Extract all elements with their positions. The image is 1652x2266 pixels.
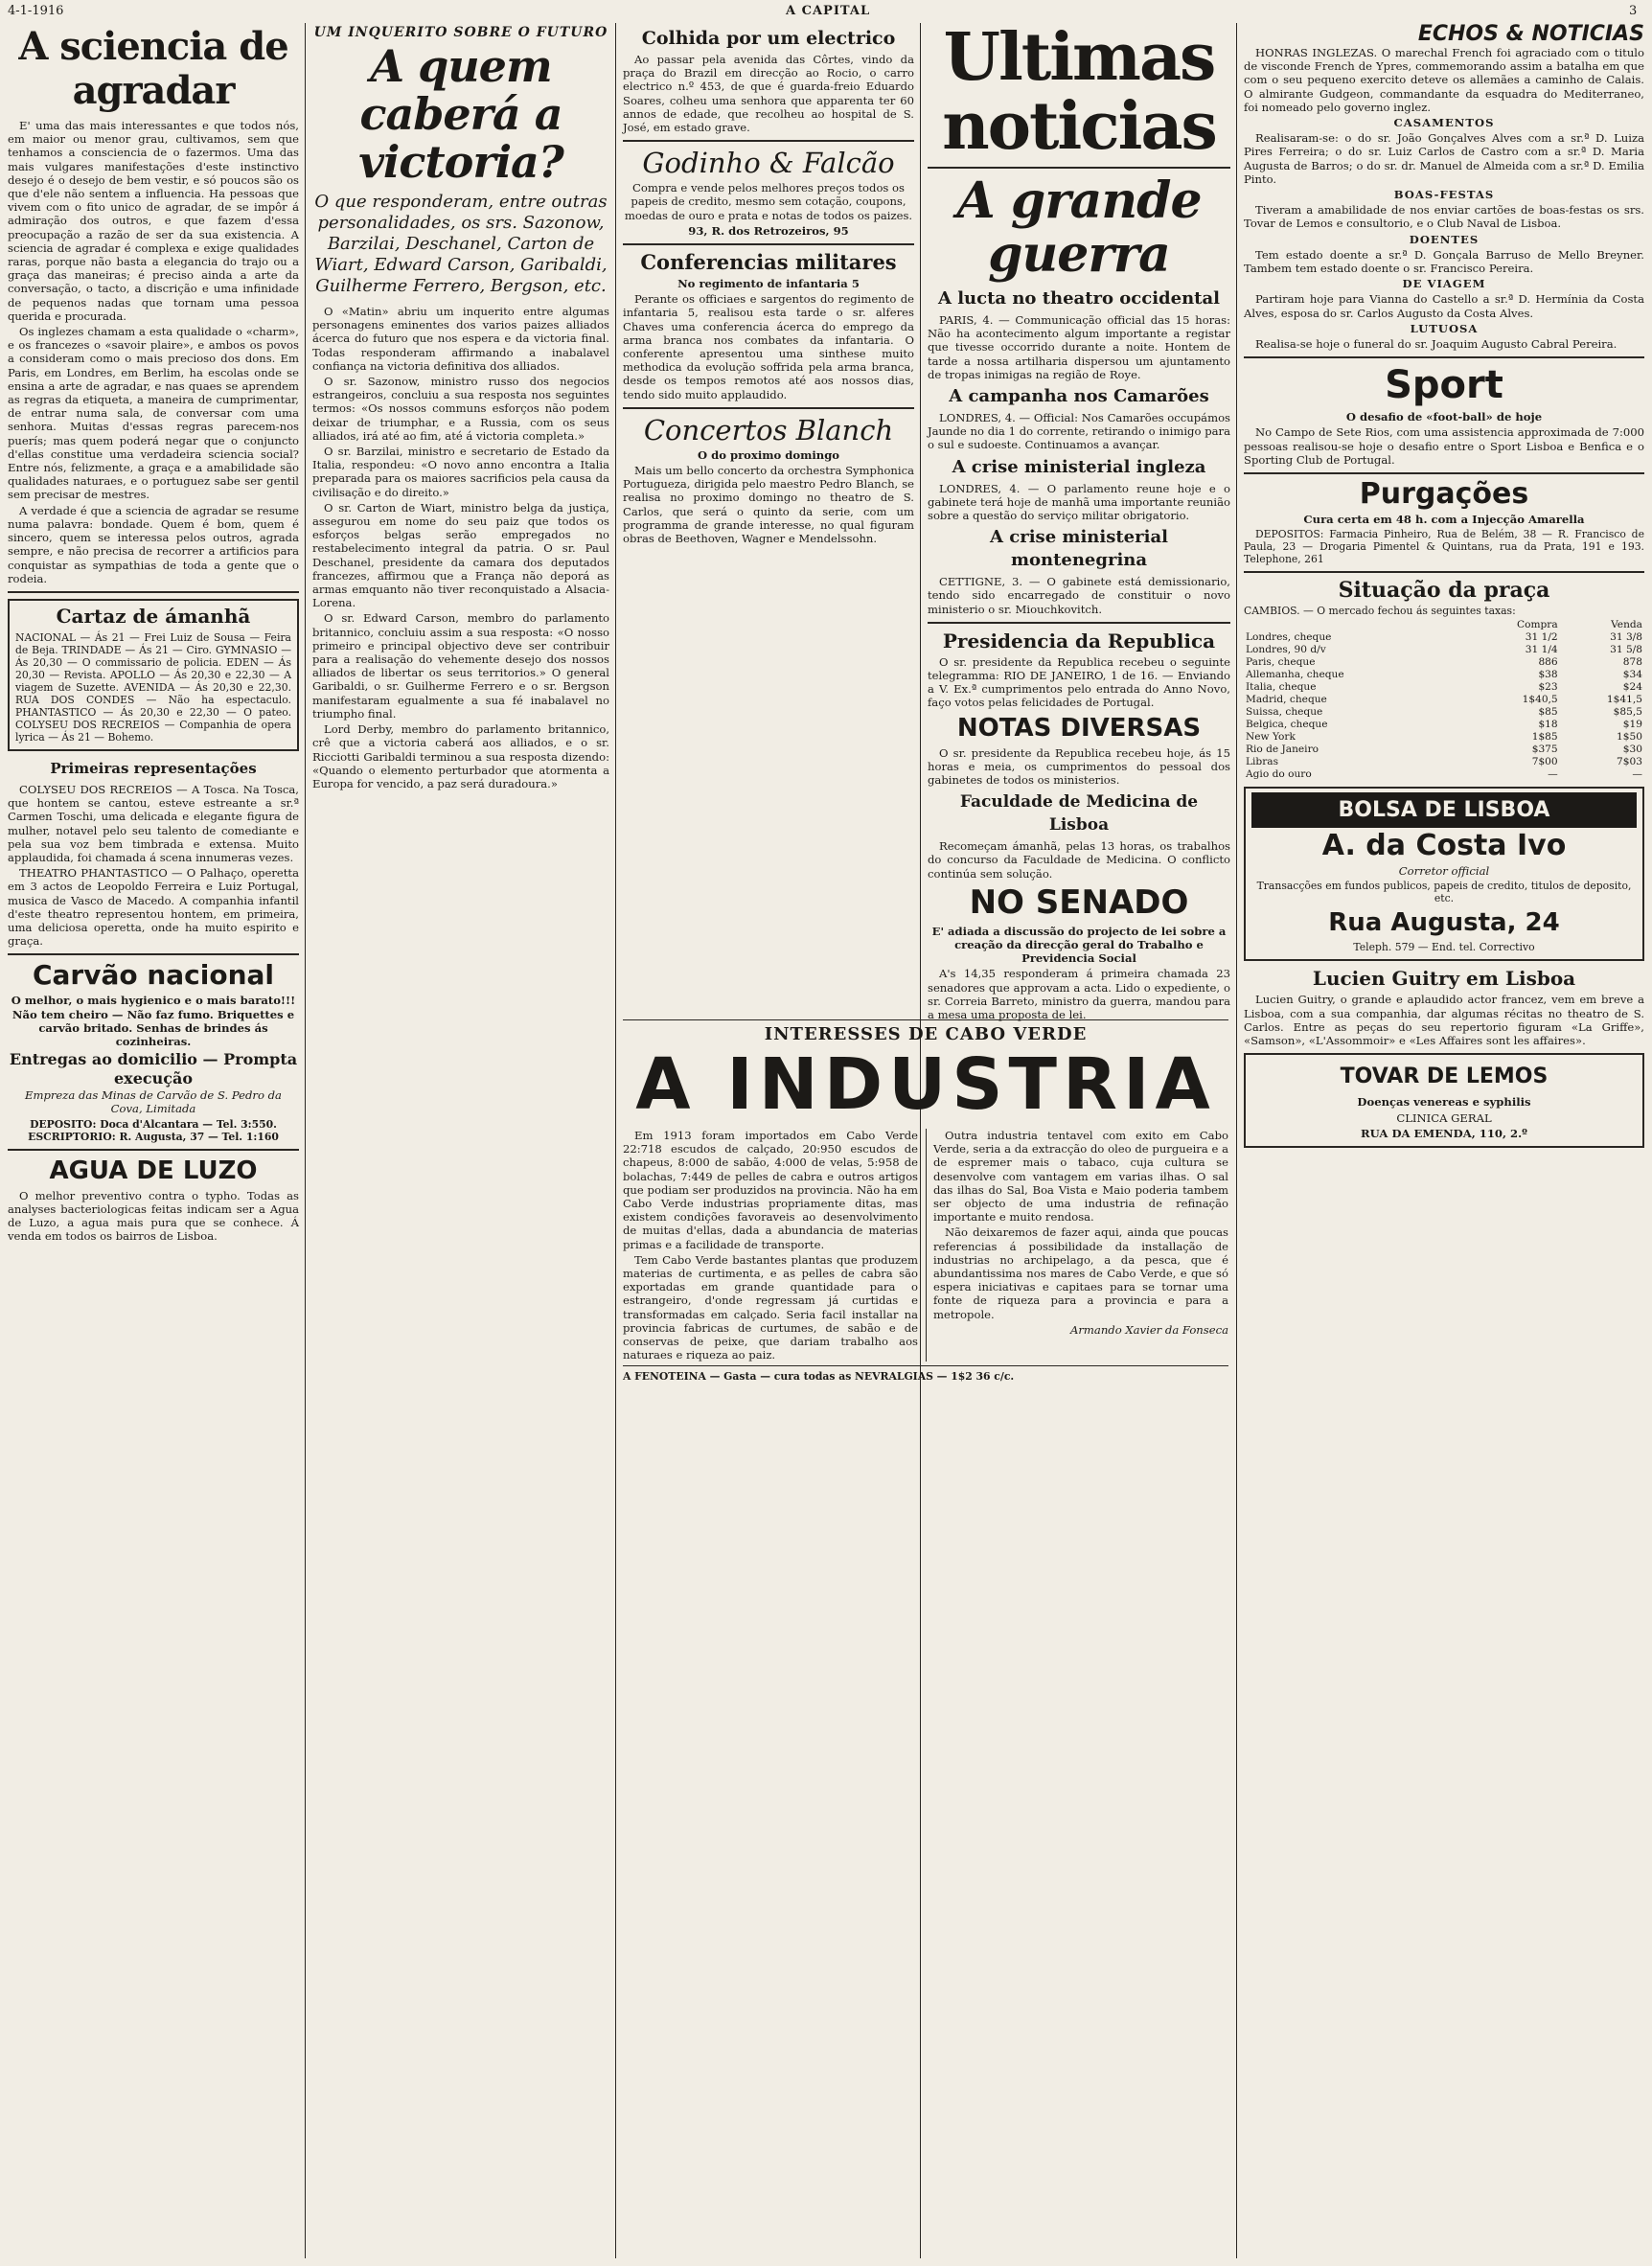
article-signature: Armando Xavier da Fonseca bbox=[1070, 1322, 1228, 1337]
cambio-cell: 1$85 bbox=[1531, 731, 1558, 744]
cambio-cell: 1$41,5 bbox=[1606, 694, 1642, 706]
premiere-paragraph: THEATRO PHANTASTICO — O Palhaço, operetta em 3 actos de Leopoldo Ferreira e Luiz Portugal, musica de Vasco de Macedo. A companhia infantil d'este theatro representou hontem, em primeira, uma deliciosa operetta, onde ha muito espirito e graça. bbox=[8, 866, 299, 949]
article-paragraph: Recomeçam ámanhã, pelas 13 horas, os trabalhos do concurso da Faculdade de Medicina. O conflicto continúa sem solução. bbox=[928, 839, 1230, 881]
ad-carvao-address: DEPOSITO: Doca d'Alcantara — Tel. 3:550. ESCRIPTORIO: R. Augusta, 37 — Tel. 1:160 bbox=[28, 1117, 279, 1143]
cambio-cell: 1$40,5 bbox=[1522, 694, 1558, 706]
cambio-cell: $34 bbox=[1622, 669, 1642, 681]
article-title-senado: NO SENADO bbox=[969, 882, 1189, 922]
ad-fenoteina: A FENOTEINA — Gasta — cura todas as NEVRALGIAS — 1$2 36 c/c. bbox=[623, 1370, 1015, 1384]
cambio-row bbox=[1244, 706, 1644, 719]
cambio-row bbox=[1244, 744, 1644, 756]
ad-bolsa-name: A. da Costa Ivo bbox=[1321, 829, 1567, 863]
article-title-faculdade: Faculdade de Medicina de Lisboa bbox=[959, 792, 1199, 835]
cambio-cell: Belgica, cheque bbox=[1246, 719, 1328, 731]
cambio-row bbox=[1244, 644, 1644, 656]
cambio-cell: Italia, cheque bbox=[1246, 681, 1317, 694]
article-title-conferencias: Conferencias militares bbox=[640, 250, 897, 275]
cambio-cell: $23 bbox=[1538, 681, 1558, 694]
inquiry-kicker: UM INQUERITO SOBRE O FUTURO bbox=[313, 25, 608, 40]
article-title-teatro: A lucta no theatro occidental bbox=[937, 288, 1220, 309]
cambio-cell: $18 bbox=[1538, 719, 1558, 731]
section-divider bbox=[1244, 356, 1644, 358]
article-paragraph: LONDRES, 4. — O parlamento reune hoje e o gabinete terá hoje de manhã uma importante reunião sobre a questão do serviço militar obrigatorio. bbox=[928, 481, 1230, 523]
cambio-row bbox=[1244, 719, 1644, 731]
article-paragraph: Realisa-se hoje o funeral do sr. Joaquim Augusto Cabral Pereira. bbox=[1255, 337, 1618, 352]
cambio-row bbox=[1244, 731, 1644, 744]
cambio-row bbox=[1244, 656, 1644, 669]
column-5 bbox=[1244, 23, 1644, 2258]
cambio-cell: New York bbox=[1246, 731, 1296, 744]
cambio-cell: Paris, cheque bbox=[1246, 656, 1316, 669]
article-title-camaroes: A campanha nos Camarões bbox=[949, 386, 1209, 407]
ad-bolsa-address: Rua Augusta, 24 bbox=[1328, 908, 1560, 938]
article-paragraph: Perante os officiaes e sargentos do regimento de infantaria 5, realisou esta tarde o sr. alferes Chaves uma conferencia ácerca do emprego da arma branca nos combates da infantaria. O conferente apresentou uma sinthese muito methodica da evolução soffrida pela arma branca, desde os tempos remotos até aos nossos dias, tendo sido muito applaudido. bbox=[623, 292, 914, 401]
ad-tovar-address: RUA DA EMENDA, 110, 2.º bbox=[1361, 1126, 1527, 1140]
article-title-crise-montenegrina: A crise ministerial montenegrina bbox=[990, 527, 1168, 571]
column-3 bbox=[623, 23, 914, 1010]
article-paragraph: Não deixaremos de fazer aqui, ainda que poucas referencias á possibilidade da installação de industrias no archipelago, a da pesca, que é abundantissima nos mares de Cabo Verde, e que só espera iniciativas e capitaes para se tornar uma fonte de riqueza para a provincia e para a metropole. bbox=[933, 1225, 1228, 1321]
section-divider bbox=[623, 140, 914, 142]
section-divider bbox=[1244, 472, 1644, 474]
section-divider bbox=[623, 1365, 1228, 1366]
article-subhead-victoria: O que responderam, entre outras personalidades, os srs. Sazonow, Barzilai, Deschanel, Carton de Wiart, Edward Carson, Garibaldi, Guilherme Ferrero, Bergson, etc. bbox=[314, 192, 608, 296]
ad-tovar-clinic: CLINICA GERAL bbox=[1396, 1110, 1492, 1125]
cambio-cell: 886 bbox=[1538, 656, 1558, 669]
article-paragraph: O sr. presidente da Republica recebeu o seguinte telegramma: RIO DE JANEIRO, 1 de 16. — Enviando a V. Ex.ª cumprimentos pelo entrada do Anno Novo, faço votos pelas felicidades de Portugal. bbox=[928, 654, 1230, 710]
article-subtitle-concertos: O do proximo domingo bbox=[697, 447, 840, 462]
column-rule bbox=[1236, 23, 1237, 2258]
article-paragraph: Mais um bello concerto da orchestra Symphonica Portugueza, dirigida pelo maestro Pedro Blanch, se realisa no proximo domingo no theatro de S. Carlos, que será o quinto da serie, com um programma de grande interesse, no qual figuram obras de Beethoven, Wagner e Mendelssohn. bbox=[623, 464, 914, 546]
article-paragraph: PARIS, 4. — Communicação official das 15 horas: Não ha acontecimento algum importante a registar que tivesse occorrido durante a noite. Hontem de tarde a nossa artilharia dispersou um ajuntamento de tropas inimigas na região de Roye. bbox=[928, 313, 1230, 381]
article-paragraph: Lucien Guitry, o grande e aplaudido actor francez, vem em breve a Lisboa, com a sua companhia, dar algumas récitas no theatro de S. Carlos. Entre as peças do seu repertorio figuram «La Griffe», «Samson», «L'Assommoir» e «Les Affaires sont les affaires». bbox=[1244, 993, 1644, 1048]
ad-godinho-title: Godinho & Falcão bbox=[642, 147, 895, 180]
article-paragraph: Ao passar pela avenida das Côrtes, vindo da praça do Brazil em direcção ao Rocio, o carro electrico n.º 453, de que é guarda-freio Eduardo Soares, colheu uma senhora que apparenta ter 60 annos de edade, que recolheu ao hospital de S. José, em estado grave. bbox=[623, 53, 914, 135]
cambio-cell: $85,5 bbox=[1613, 706, 1642, 719]
cambio-cell: 7$00 bbox=[1531, 756, 1558, 768]
cambio-cell: $30 bbox=[1622, 744, 1642, 756]
ad-tovar-subtitle: Doenças venereas e syphilis bbox=[1357, 1095, 1531, 1110]
industria-article bbox=[623, 1016, 1228, 2258]
article-paragraph: O sr. presidente da Republica recebeu hoje, ás 15 horas e meia, os cumprimentos do pessoal dos gabinetes de todos os ministerios. bbox=[928, 745, 1230, 788]
cambio-row bbox=[1244, 681, 1644, 694]
article-paragraph: Tem estado doente a sr.ª D. Gonçala Barruso de Mello Breyner. Tambem tem estado doente o sr. Francisco Pereira. bbox=[1244, 247, 1644, 276]
cambio-header-row bbox=[1244, 619, 1644, 631]
social-title-viagem: DE VIAGEM bbox=[1402, 277, 1486, 291]
cambio-header-cell: Compra bbox=[1516, 619, 1558, 631]
cambio-cell: 31 5/8 bbox=[1610, 644, 1642, 656]
article-title-crise-ingleza: A crise ministerial ingleza bbox=[952, 456, 1206, 477]
ad-godinho-address: 93, R. dos Retrozeiros, 95 bbox=[688, 223, 849, 238]
cambio-cell: 31 3/8 bbox=[1610, 631, 1642, 644]
article-paragraph: O sr. Barzilai, ministro e secretario de Estado da Italia, respondeu: «O novo anno encontra a Italia preparada para os maiores sacrificios pela causa da civilisação e do direito.» bbox=[312, 445, 609, 499]
industria-kicker: INTERESSES DE CABO VERDE bbox=[764, 1024, 1088, 1044]
cambio-body bbox=[1244, 631, 1644, 781]
social-title-doentes: DOENTES bbox=[1409, 232, 1480, 246]
article-paragraph: CETTIGNE, 3. — O gabinete está demissionario, tendo sido encarregado de constituir o novo ministerio o sr. Miouchkovitch. bbox=[928, 575, 1230, 616]
header-paper-name: A CAPITAL bbox=[786, 4, 871, 18]
cambio-table bbox=[1244, 619, 1644, 781]
cambio-cell: Libras bbox=[1246, 756, 1279, 768]
ad-purgacoes-title: Purgações bbox=[1359, 477, 1529, 512]
social-title-lutuosa: LUTUOSA bbox=[1410, 321, 1479, 335]
section-divider bbox=[1244, 571, 1644, 573]
industria-body bbox=[623, 1129, 1228, 1362]
header-page-number: 3 bbox=[1629, 4, 1638, 18]
section-title-ultimas: Ultimas noticias bbox=[942, 19, 1216, 165]
cambio-cell: Rio de Janeiro bbox=[1246, 744, 1319, 756]
section-title-sport: Sport bbox=[1385, 363, 1503, 408]
article-paragraph: E' uma das mais interessantes e que todos nós, em maior ou menor grau, cultivamos, sem que tenhamos a consciencia de o fazermos. Uma das mais vulgares manifestações d'este instinctivo desejo é o desejo de bem vestir, e só poucos são os que d'ele não sentem a influencia. Ha pessoas que vivem com o fito unico de agradar, de se impôr á admiração dos outros, e que fazem d'essa preocupação a razão de ser da sua existencia. A sciencia de agradar é complexa e exige qualidades raras, porque não basta a elegancia do trajo ou a graça das maneiras; é preciso ainda a arte da conversação, o tacto, a discrição e uma infinidade de pequenos nadas que tornam uma pessoa querida e procurada. bbox=[8, 119, 299, 323]
cambio-cell: Agio do ouro bbox=[1246, 768, 1312, 781]
ad-purgacoes-text: Cura certa em 48 h. com a Injecção Amarella bbox=[1303, 513, 1585, 527]
ad-bolsa-text: Transacções em fundos publicos, papeis de credito, titulos de deposito, etc. bbox=[1256, 880, 1632, 905]
cambio-header-cell: Venda bbox=[1611, 619, 1642, 631]
cambio-row bbox=[1244, 631, 1644, 644]
section-divider bbox=[8, 591, 299, 593]
article-paragraph: A verdade é que a sciencia de agradar se resume numa palavra: bondade. Quem é bom, quem é sincero, quem se interessa pelos outros, agrada sempre, e não precisa de recorrer a artificios para conquistar as sympathias de toda a gente que o rodeia. bbox=[8, 503, 299, 585]
cambio-cell: $24 bbox=[1622, 681, 1642, 694]
section-divider bbox=[623, 407, 914, 409]
section-divider bbox=[8, 1149, 299, 1151]
cambio-cell: $19 bbox=[1622, 719, 1642, 731]
premieres-title: Primeiras representações bbox=[50, 759, 257, 777]
ad-bolsa-telephone: Teleph. 579 — End. tel. Correctivo bbox=[1353, 941, 1535, 954]
social-title-boas-festas: BOAS-FESTAS bbox=[1393, 188, 1495, 202]
article-paragraph: LONDRES, 4. — Official: Nos Camarões occupámos Jaunde no dia 1 do corrente, retirando o inimigo para o sul e sudoeste. Continuamos a avançar. bbox=[928, 411, 1230, 452]
ad-purgacoes-depositos: DEPOSITOS: Farmacia Pinheiro, Rua de Belém, 38 — R. Francisco de Paula, 23 — Drogaria Pimentel & Quintans, rua da Prata, 191 e 193. Telephone, 261 bbox=[1244, 528, 1644, 566]
ad-agua-title: AGUA DE LUZO bbox=[49, 1156, 258, 1185]
article-paragraph: Em 1913 foram importados em Cabo Verde 22:718 escudos de calçado, 20:950 escudos de chapeus, 8:000 de sabão, 4:000 de velas, 5:958 de bolachas, 7:449 de pelles de cabra e outros artigos que podiam ser produzidos na provincia. Não ha em Cabo Verde industrias propriamente ditas, mas existem condições favoraveis ao desenvolvimento de muitas d'ellas, dada a abundancia de materias primas e a facilidade de transporte. bbox=[623, 1129, 918, 1251]
ad-bolsa-role: Corretor official bbox=[1398, 864, 1490, 879]
cartaz-title: Cartaz de ámanhã bbox=[56, 604, 251, 628]
column-rule bbox=[305, 23, 306, 2258]
column-1 bbox=[8, 23, 299, 2258]
article-title-notas: NOTAS DIVERSAS bbox=[956, 713, 1202, 743]
article-title-guitry: Lucien Guitry em Lisboa bbox=[1312, 967, 1576, 991]
column-4 bbox=[928, 19, 1230, 1022]
cartaz-listing: NACIONAL — Ás 21 — Frei Luiz de Sousa — Feira de Beja. TRINDADE — Ás 21 — Ciro. GYMNASIO — Ás 20,30 — O commissario de policia. EDEN — Ás 20,30 — Revista. APOLLO — Ás 20,30 e 22,30 — A viagem de Suzette. AVENIDA — Ás 20,30 e 22,30. RUA DOS CONDES — Não ha espectaculo. PHANTASTICO — Ás 20,30 e 22,30 — O pateo. COLYSEU DOS RECREIOS — Companhia de opera lyrica — Ás 21 — Bohemo. bbox=[15, 630, 291, 744]
ad-carvao-text: O melhor, o mais hygienico e o mais barato!!! Não tem cheiro — Não faz fumo. Briquettes e carvão britado. Senhas de brindes ás cozinheiras. bbox=[11, 994, 296, 1048]
article-paragraph: Outra industria tentavel com exito em Cabo Verde, seria a da extracção do oleo de purgueira e a de espremer mais o tabaco, cuja cultura se desenvolve com vantagem em varias ilhas. O sal das ilhas do Sal, Boa Vista e Maio poderia tambem ser objecto de uma industria de refinação importante e muito rendosa. bbox=[933, 1129, 1228, 1225]
cambio-cell: 31 1/4 bbox=[1525, 644, 1558, 656]
cambio-cell: 1$50 bbox=[1617, 731, 1642, 744]
ad-agua-text: O melhor preventivo contra o typho. Todas as analyses bacteriologicas feitas indicam ser a Agua de Luzo, a agua mais pura que se conhece. Á venda em todos os bairros de Lisboa. bbox=[8, 1188, 299, 1244]
article-paragraph: Tiveram a amabilidade de nos enviar cartões de boas-festas os srs. Tovar de Lemos e consultorio, e o Club Naval de Lisboa. bbox=[1244, 203, 1644, 231]
cartaz-box bbox=[8, 599, 299, 751]
column-2 bbox=[312, 23, 609, 2258]
premiere-paragraph: COLYSEU DOS RECREIOS — A Tosca. Na Tosca, que hontem se cantou, esteve estreante a sr.ª Carmen Toschi, uma delicada e elegante figura de mulher, notavel pelo seu talento de comediante e pela sua voz bem timbrada e extensa. Muito applaudida, foi chamada á scena innumeras vezes. bbox=[8, 782, 299, 864]
cambio-row bbox=[1244, 694, 1644, 706]
section-title-grande-guerra: A grande guerra bbox=[956, 172, 1202, 284]
article-paragraph: Os inglezes chamam a esta qualidade o «charm», e os francezes o «savoir plaire», e ambos os povos a consideram como o mais precioso dos dons. Em Paris, em Londres, em Berlim, ha escolas onde se ensina a arte de agradar, e nas quaes se aprendem as regras da etiqueta, a maneira de cumprimentar, de entrar numa sala, de conversar com uma senhora. Muitas d'essas regras parecem-nos puerís; mas quem poderá negar que o conjuncto d'ellas constitue uma verdadeira sciencia social? Entre nós, felizmente, a graça e a amabilidade são qualidades naturaes, e o portuguez sabe ser gentil sem precisar de mestres. bbox=[8, 325, 299, 502]
article-paragraph: No Campo de Sete Rios, com uma assistencia approximada de 7:000 pessoas realisou-se hoje o desafio entre o Sport Lisboa e Benfica e o Sporting Club de Portugal. bbox=[1244, 425, 1644, 467]
article-title-victoria: A quem caberá a victoria? bbox=[358, 40, 563, 188]
section-divider bbox=[8, 953, 299, 955]
column-rule bbox=[615, 23, 616, 2258]
article-paragraph: O «Matin» abriu um inquerito entre algumas personagens eminentes dos varios paizes alliados ácerca do futuro que nos espera e da victoria final. Todas responderam affirmando a inabalavel confiança na victoria definitiva dos alliados. bbox=[312, 305, 609, 373]
ad-godinho-text: Compra e vende pelos melhores preços todos os papeis de credito, mesmo sem cotação, coupons, moedas de ouro e prata e notas de todos os paizes. bbox=[624, 181, 913, 222]
ad-carvao-delivery: Entregas ao domicilio — Prompta execução bbox=[9, 1050, 298, 1088]
social-title-casamentos: CASAMENTOS bbox=[1393, 116, 1495, 130]
ad-tovar-title: TOVAR DE LEMOS bbox=[1340, 1064, 1549, 1089]
cambio-cell: — bbox=[1632, 768, 1642, 781]
article-paragraph: O sr. Carton de Wiart, ministro belga da justiça, assegurou em nome do seu paiz que todos os esforços belgas serão empregados no restabelecimento integral da patria. O sr. Paul Deschanel, presidente da camara dos deputados francezes, affirmou que a França não deporá as armas emquanto não tiver reconquistado a Alsacia-Lorena. bbox=[312, 500, 609, 610]
cambio-cell: — bbox=[1548, 768, 1558, 781]
ad-bolsa-box bbox=[1244, 787, 1644, 961]
cambio-cell: Londres, 90 d/v bbox=[1246, 644, 1326, 656]
cambio-cell: Londres, cheque bbox=[1246, 631, 1332, 644]
senado-and-tovar bbox=[928, 884, 1230, 1021]
article-paragraph: HONRAS INGLEZAS. O marechal French foi agraciado com o titulo de visconde French de Ypres, commemorando assim a batalha em que com o seu pequeno exercito deteve os allemães a caminho de Calais. O almirante Gudgeon, commandante da esquadra do Mediterraneo, foi nomeado pelo governo inglez. bbox=[1244, 46, 1644, 114]
article-paragraph: Tem Cabo Verde bastantes plantas que produzem materias de curtimenta, e as pelles de cabra são exportadas em grande quantidade para o estrangeiro, d'onde regressam já curtidas e transformadas em calçado. Seria facil installar na provincia fabricas de curtumes, de sabão e de conservas de peixe, que dariam trabalho aos naturaes e riqueza ao paiz. bbox=[623, 1252, 918, 1362]
section-title-echos: ECHOS & NOTICIAS bbox=[1417, 22, 1644, 46]
sport-subtitle: O desafio de «foot-ball» de hoje bbox=[1345, 410, 1543, 424]
article-paragraph: O sr. Edward Carson, membro do parlamento britannico, concluiu assim a sua resposta: «O nosso primeiro e principal objectivo deve ser contribuir para a realisação do vehemente desejo dos nossos alliados de libertar os seus territorios.» O general Garibaldi, o sr. Guilherme Ferrero e o sr. Bergson manifestaram egualmente a sua fé inabalavel no triumpho final. bbox=[312, 611, 609, 721]
article-title-presidencia: Presidencia da Republica bbox=[942, 629, 1216, 652]
article-title-industria: A INDUSTRIA bbox=[635, 1043, 1216, 1126]
page-header bbox=[0, 0, 1652, 21]
cambio-cell: 7$03 bbox=[1617, 756, 1642, 768]
cambio-cell: Suissa, cheque bbox=[1246, 706, 1323, 719]
cambio-cell: Allemanha, cheque bbox=[1246, 669, 1344, 681]
ad-bolsa-title: BOLSA DE LISBOA bbox=[1251, 792, 1637, 828]
cambio-cell: 31 1/2 bbox=[1525, 631, 1558, 644]
ad-tovar-box bbox=[1244, 1053, 1644, 1148]
article-title-sciencia: A sciencia de agradar bbox=[18, 24, 288, 113]
section-title-praca: Situação da praça bbox=[1338, 578, 1550, 604]
cambio-cell: Madrid, cheque bbox=[1246, 694, 1327, 706]
cambio-row bbox=[1244, 669, 1644, 681]
article-paragraph: Lord Derby, membro do parlamento britannico, crê que a victoria caberá aos alliados, e o sr. Ricciotti Garibaldi terminou a sua resposta dizendo: «Quando o elemento perturbador que atormenta a Europa for vencido, a paz será duradoura.» bbox=[312, 722, 609, 790]
section-divider bbox=[928, 167, 1230, 169]
article-subtitle-senado: E' adiada a discussão do projecto de lei sobre a creação da direcção geral do Trabalho e Previdencia Social bbox=[931, 924, 1227, 966]
ad-carvao-title: Carvão nacional bbox=[32, 959, 275, 992]
article-title-concertos: Concertos Blanch bbox=[643, 413, 894, 446]
article-paragraph: A's 14,35 responderam á primeira chamada 23 senadores que approvam a acta. Lido o expediente, o sr. Correia Barreto, ministro da guerra, mandou para a mesa uma proposta de lei. bbox=[928, 967, 1230, 1022]
cambio-row bbox=[1244, 756, 1644, 768]
section-divider bbox=[928, 622, 1230, 624]
ad-carvao-company: Empreza das Minas de Carvão de S. Pedro da Cova, Limitada bbox=[25, 1088, 282, 1116]
article-title-colhida: Colhida por um electrico bbox=[641, 28, 896, 49]
article-paragraph: O sr. Sazonow, ministro russo dos negocios estrangeiros, concluiu a sua resposta nos seguintes termos: «Os nossos communs esforços não podem deixar de triumphar, e a Russia, com os seus alliados, irá até ao fim, até á victoria completa.» bbox=[312, 375, 609, 443]
cambio-header-cell bbox=[1244, 619, 1463, 631]
article-subtitle-conferencias: No regimento de infantaria 5 bbox=[677, 277, 860, 291]
section-divider bbox=[623, 243, 914, 245]
cambio-cell: $85 bbox=[1538, 706, 1558, 719]
cambio-row bbox=[1244, 768, 1644, 781]
praca-subtitle: CAMBIOS. — O mercado fechou ás seguintes taxas: bbox=[1244, 605, 1516, 618]
article-paragraph: Realisaram-se: o do sr. João Gonçalves Alves com a sr.ª D. Luiza Pires Ferreira; o do sr. Luiz Carlos de Castro com a sr.ª D. Maria Augusta de Barros; o do sr. dr. Manuel de Almeida com a sr.ª D. Emilia Pinto. bbox=[1244, 131, 1644, 186]
article-paragraph: Partiram hoje para Vianna do Castello a sr.ª D. Hermínia da Costa Alves, esposa do sr. Carlos Augusto da Costa Alves. bbox=[1244, 292, 1644, 320]
cambio-cell: 878 bbox=[1622, 656, 1642, 669]
cambio-cell: $375 bbox=[1531, 744, 1558, 756]
cambio-cell: $38 bbox=[1538, 669, 1558, 681]
header-date: 4-1-1916 bbox=[8, 4, 64, 18]
